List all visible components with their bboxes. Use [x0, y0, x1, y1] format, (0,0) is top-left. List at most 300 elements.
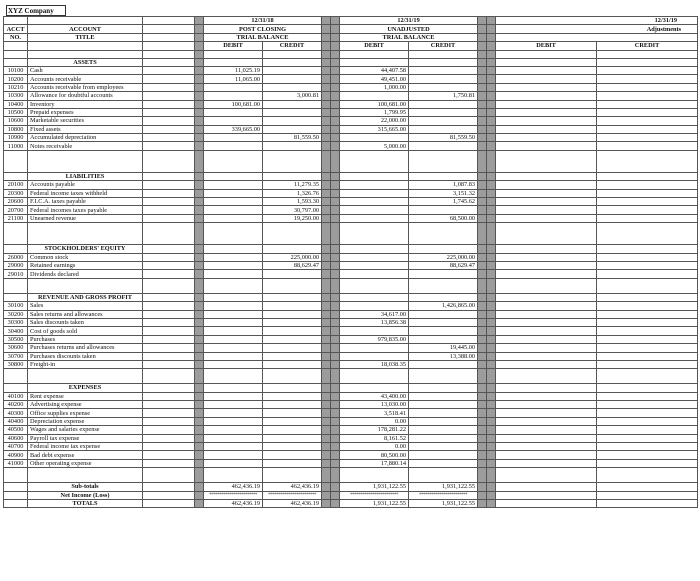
postclosing-debit[interactable]: 11,025.19 [204, 66, 263, 74]
adjustment-credit[interactable] [597, 409, 698, 417]
postclosing-credit[interactable]: 1,593.30 [263, 198, 322, 206]
postclosing-debit[interactable] [204, 189, 263, 197]
unadjusted-debit[interactable] [340, 253, 409, 261]
adjustment-debit[interactable] [496, 125, 597, 133]
unadjusted-credit[interactable] [409, 335, 478, 343]
unadjusted-debit[interactable] [340, 134, 409, 142]
totals-postclosing-debit[interactable]: 462,436.19 [204, 499, 263, 507]
postclosing-credit[interactable] [263, 83, 322, 91]
postclosing-credit[interactable] [263, 344, 322, 352]
adjustment-debit[interactable] [496, 434, 597, 442]
adjustment-credit[interactable] [597, 327, 698, 335]
unadjusted-credit[interactable] [409, 443, 478, 451]
header-row-date [4, 17, 698, 25]
g1-debit[interactable] [204, 245, 263, 253]
unadjusted-debit[interactable] [340, 181, 409, 189]
adjustment-credit[interactable] [597, 66, 698, 74]
column-gap [195, 230, 204, 237]
postclosing-debit[interactable]: 11,065.00 [204, 75, 263, 83]
g2-credit[interactable] [409, 293, 478, 301]
postclosing-debit[interactable] [204, 335, 263, 343]
unadjusted-credit[interactable] [409, 318, 478, 326]
adjustment-credit[interactable] [597, 302, 698, 310]
column-gap [331, 451, 340, 459]
adjustment-debit[interactable] [496, 108, 597, 116]
postclosing-debit[interactable] [204, 214, 263, 222]
adjustment-credit[interactable] [597, 426, 698, 434]
unadjusted-credit[interactable]: 13,388.00 [409, 352, 478, 360]
spacer-cell [496, 286, 597, 294]
adjustment-debit[interactable] [496, 318, 597, 326]
adjustment-debit[interactable] [496, 451, 597, 459]
postclosing-debit[interactable] [204, 310, 263, 318]
adjustment-debit[interactable] [496, 83, 597, 91]
postclosing-credit[interactable]: 30,797.00 [263, 206, 322, 214]
account-number: 10100 [4, 66, 28, 74]
account-row [4, 75, 698, 83]
subtotals-unadjusted-debit[interactable]: 1,931,122.55 [340, 483, 409, 491]
unadjusted-debit[interactable] [340, 198, 409, 206]
column-gap [487, 293, 496, 301]
adj-debit[interactable] [496, 293, 597, 301]
unadjusted-credit[interactable] [409, 270, 478, 278]
adj-debit[interactable] [496, 245, 597, 253]
adjustment-credit[interactable] [597, 117, 698, 125]
net-income-adjustment-credit[interactable] [597, 491, 698, 499]
equity-heading-row [4, 245, 698, 253]
unadjusted-debit[interactable]: 979,835.00 [340, 335, 409, 343]
postclosing-debit[interactable] [204, 443, 263, 451]
unadjusted-debit[interactable] [340, 189, 409, 197]
column-gap [487, 468, 496, 476]
unadjusted-credit[interactable] [409, 206, 478, 214]
unadjusted-credit[interactable]: 88,629.47 [409, 261, 478, 269]
unadjusted-credit[interactable] [409, 434, 478, 442]
subtotals-postclosing-debit[interactable]: 462,436.19 [204, 483, 263, 491]
unadjusted-debit[interactable] [340, 352, 409, 360]
unadjusted-debit[interactable] [340, 302, 409, 310]
column-gap [478, 344, 487, 352]
postclosing-credit[interactable] [263, 434, 322, 442]
unadjusted-credit[interactable]: 81,559.50 [409, 134, 478, 142]
postclosing-debit[interactable] [204, 134, 263, 142]
postclosing-debit[interactable] [204, 117, 263, 125]
aux-cell [143, 310, 195, 318]
adjustment-debit[interactable] [496, 214, 597, 222]
unadjusted-credit[interactable]: 1,087.83 [409, 181, 478, 189]
unadjusted-debit[interactable] [340, 270, 409, 278]
g1-credit[interactable] [263, 58, 322, 66]
aux-cell [143, 58, 195, 66]
g2-debit[interactable] [340, 384, 409, 392]
column-gap [331, 223, 340, 231]
account-row [4, 100, 698, 108]
postclosing-debit[interactable] [204, 392, 263, 400]
adjustment-debit[interactable] [496, 344, 597, 352]
postclosing-credit[interactable] [263, 108, 322, 116]
adjustment-credit[interactable] [597, 134, 698, 142]
postclosing-credit[interactable] [263, 409, 322, 417]
unadjusted-debit[interactable]: 17,880.14 [340, 459, 409, 467]
g1-credit[interactable] [263, 245, 322, 253]
subtotals-adjustment-credit[interactable] [597, 483, 698, 491]
column-gap [322, 369, 331, 377]
postclosing-debit[interactable] [204, 434, 263, 442]
adjustment-debit[interactable] [496, 459, 597, 467]
postclosing-debit[interactable] [204, 409, 263, 417]
postclosing-credit[interactable] [263, 310, 322, 318]
adjustment-debit[interactable] [496, 401, 597, 409]
unadjusted-debit[interactable]: 13,856.38 [340, 318, 409, 326]
adj-debit[interactable] [496, 172, 597, 180]
unadjusted-credit[interactable] [409, 417, 478, 425]
adj-debit[interactable] [496, 58, 597, 66]
adjustment-debit[interactable] [496, 117, 597, 125]
adjustment-debit[interactable] [496, 206, 597, 214]
unadjusted-debit[interactable]: 22,000.00 [340, 117, 409, 125]
adjustment-debit[interactable] [496, 100, 597, 108]
unadjusted-debit[interactable]: 315,665.00 [340, 125, 409, 133]
postclosing-credit[interactable] [263, 426, 322, 434]
adjustment-credit[interactable] [597, 352, 698, 360]
unadjusted-debit[interactable]: 100,681.00 [340, 100, 409, 108]
postclosing-debit[interactable] [204, 318, 263, 326]
unadjusted-debit[interactable] [340, 92, 409, 100]
adjustment-credit[interactable] [597, 459, 698, 467]
postclosing-debit[interactable] [204, 417, 263, 425]
postclosing-debit[interactable] [204, 352, 263, 360]
aux-cell [143, 417, 195, 425]
postclosing-credit[interactable] [263, 360, 322, 368]
unadjusted-credit[interactable] [409, 66, 478, 74]
postclosing-credit[interactable]: 1,326.76 [263, 189, 322, 197]
unadjusted-debit[interactable]: 5,000.00 [340, 142, 409, 150]
spacer-cell [204, 50, 263, 58]
adjustment-credit[interactable] [597, 451, 698, 459]
unadjusted-debit[interactable]: 3,518.41 [340, 409, 409, 417]
adjustment-debit[interactable] [496, 142, 597, 150]
unadjusted-credit[interactable] [409, 142, 478, 150]
adjustment-credit[interactable] [597, 92, 698, 100]
postclosing-credit[interactable]: 3,000.81 [263, 92, 322, 100]
unadjusted-debit[interactable] [340, 261, 409, 269]
postclosing-credit[interactable]: 88,629.47 [263, 261, 322, 269]
postclosing-debit[interactable]: 100,681.00 [204, 100, 263, 108]
column-gap [478, 172, 487, 180]
postclosing-debit[interactable] [204, 270, 263, 278]
postclosing-credit[interactable] [263, 302, 322, 310]
postclosing-credit[interactable] [263, 75, 322, 83]
column-gap [487, 58, 496, 66]
postclosing-credit[interactable] [263, 327, 322, 335]
adjustment-debit[interactable] [496, 198, 597, 206]
adj-credit[interactable] [597, 58, 698, 66]
postclosing-debit[interactable] [204, 253, 263, 261]
postclosing-debit[interactable] [204, 344, 263, 352]
adjustment-credit[interactable] [597, 108, 698, 116]
postclosing-credit[interactable] [263, 270, 322, 278]
g1-credit[interactable] [263, 172, 322, 180]
column-gap [487, 286, 496, 294]
adjustment-credit[interactable] [597, 189, 698, 197]
adjustment-debit[interactable] [496, 392, 597, 400]
postclosing-debit[interactable] [204, 92, 263, 100]
postclosing-credit[interactable] [263, 318, 322, 326]
postclosing-credit[interactable] [263, 142, 322, 150]
g2-debit[interactable] [340, 172, 409, 180]
unadjusted-credit[interactable] [409, 100, 478, 108]
postclosing-credit[interactable]: 225,000.00 [263, 253, 322, 261]
unadjusted-credit[interactable] [409, 125, 478, 133]
postclosing-credit[interactable]: 81,559.50 [263, 134, 322, 142]
adjustment-debit[interactable] [496, 360, 597, 368]
unadjusted-debit[interactable]: 8,161.52 [340, 434, 409, 442]
unadjusted-debit[interactable]: 34,617.00 [340, 310, 409, 318]
postclosing-debit[interactable] [204, 451, 263, 459]
adjustment-debit[interactable] [496, 409, 597, 417]
g2-debit[interactable] [340, 245, 409, 253]
postclosing-credit[interactable] [263, 66, 322, 74]
adjustment-credit[interactable] [597, 181, 698, 189]
g2-credit[interactable] [409, 172, 478, 180]
postclosing-credit[interactable] [263, 100, 322, 108]
acct-cell [4, 245, 28, 253]
postclosing-credit[interactable]: 19,250.00 [263, 214, 322, 222]
adjustment-credit[interactable] [597, 125, 698, 133]
unadjusted-credit[interactable] [409, 392, 478, 400]
adjustment-credit[interactable] [597, 443, 698, 451]
postclosing-debit[interactable] [204, 142, 263, 150]
adjustment-debit[interactable] [496, 327, 597, 335]
unadjusted-debit[interactable]: 178,281.22 [340, 426, 409, 434]
unadjusted-credit[interactable] [409, 451, 478, 459]
adjustment-credit[interactable] [597, 417, 698, 425]
adj-credit[interactable] [597, 172, 698, 180]
adjustment-credit[interactable] [597, 335, 698, 343]
column-gap [478, 117, 487, 125]
postclosing-credit[interactable] [263, 459, 322, 467]
g2-credit[interactable] [409, 58, 478, 66]
net-income-unadjusted-debit[interactable]: ************************ [340, 491, 409, 499]
postclosing-credit[interactable] [263, 117, 322, 125]
postclosing-debit[interactable] [204, 261, 263, 269]
net-income-unadjusted-credit[interactable]: ************************ [409, 491, 478, 499]
adjustment-credit[interactable] [597, 434, 698, 442]
adjustment-debit[interactable] [496, 270, 597, 278]
unadjusted-debit[interactable]: 18,038.35 [340, 360, 409, 368]
unadjusted-credit[interactable]: 1,745.62 [409, 198, 478, 206]
totals-adjustment-debit[interactable] [496, 499, 597, 507]
adjustment-debit[interactable] [496, 302, 597, 310]
subtotals-postclosing-credit[interactable]: 462,436.19 [263, 483, 322, 491]
account-title: Purchases discounts taken [28, 352, 143, 360]
unadjusted-debit[interactable] [340, 214, 409, 222]
unadjusted-debit[interactable]: 0.00 [340, 443, 409, 451]
adjustment-credit[interactable] [597, 214, 698, 222]
postclosing-credit[interactable] [263, 392, 322, 400]
column-gap [478, 75, 487, 83]
postclosing-credit[interactable] [263, 417, 322, 425]
adjustment-debit[interactable] [496, 189, 597, 197]
postclosing-debit[interactable] [204, 198, 263, 206]
postclosing-credit[interactable] [263, 443, 322, 451]
postclosing-debit[interactable] [204, 108, 263, 116]
adjustment-credit[interactable] [597, 360, 698, 368]
column-gap [331, 409, 340, 417]
unadjusted-debit[interactable]: 1,799.95 [340, 108, 409, 116]
column-gap [478, 376, 487, 384]
adjustment-debit[interactable] [496, 75, 597, 83]
postclosing-credit[interactable] [263, 335, 322, 343]
company-name[interactable]: XYZ Company [6, 5, 66, 16]
adj-credit[interactable] [597, 245, 698, 253]
unadjusted-credit[interactable] [409, 426, 478, 434]
adjustment-debit[interactable] [496, 181, 597, 189]
adj-debit[interactable] [496, 384, 597, 392]
unadjusted-credit[interactable]: 1,750.81 [409, 92, 478, 100]
column-gap [331, 286, 340, 294]
spacer-cell [409, 165, 478, 173]
postclosing-debit[interactable] [204, 401, 263, 409]
postclosing-credit[interactable] [263, 125, 322, 133]
unadjusted-credit[interactable]: 3,151.32 [409, 189, 478, 197]
postclosing-debit[interactable] [204, 459, 263, 467]
postclosing-debit[interactable] [204, 206, 263, 214]
unadjusted-debit[interactable]: 0.00 [340, 417, 409, 425]
subtotals-unadjusted-credit[interactable]: 1,931,122.55 [409, 483, 478, 491]
g2-debit[interactable] [340, 293, 409, 301]
unadjusted-credit[interactable] [409, 108, 478, 116]
postclosing-credit[interactable] [263, 352, 322, 360]
postclosing-debit[interactable] [204, 426, 263, 434]
postclosing-debit[interactable] [204, 327, 263, 335]
account-number: 20300 [4, 189, 28, 197]
adjustment-credit[interactable] [597, 198, 698, 206]
group1-date: 12/31/18 [204, 17, 322, 25]
spacer-row [4, 50, 698, 58]
postclosing-credit[interactable] [263, 401, 322, 409]
adjustment-debit[interactable] [496, 417, 597, 425]
unadjusted-credit[interactable] [409, 459, 478, 467]
unadjusted-debit[interactable] [340, 206, 409, 214]
column-gap [195, 50, 204, 58]
postclosing-debit[interactable] [204, 181, 263, 189]
unadjusted-credit[interactable]: 225,000.00 [409, 253, 478, 261]
adjustment-debit[interactable] [496, 310, 597, 318]
adjustment-debit[interactable] [496, 261, 597, 269]
postclosing-debit[interactable] [204, 302, 263, 310]
adjustment-debit[interactable] [496, 352, 597, 360]
adjustment-debit[interactable] [496, 92, 597, 100]
unadjusted-debit[interactable] [340, 327, 409, 335]
unadjusted-credit[interactable] [409, 310, 478, 318]
net-income-postclosing-debit[interactable]: ************************ [204, 491, 263, 499]
adjustment-credit[interactable] [597, 344, 698, 352]
adj-credit[interactable] [597, 384, 698, 392]
adjustment-credit[interactable] [597, 261, 698, 269]
g2-credit[interactable] [409, 384, 478, 392]
totals-unadjusted-debit[interactable]: 1,931,122.55 [340, 499, 409, 507]
adjustment-credit[interactable] [597, 270, 698, 278]
unadjusted-credit[interactable] [409, 327, 478, 335]
unadjusted-credit[interactable] [409, 83, 478, 91]
adjustment-credit[interactable] [597, 318, 698, 326]
g1-debit[interactable] [204, 172, 263, 180]
adjustment-debit[interactable] [496, 443, 597, 451]
unadjusted-debit[interactable]: 44,407.58 [340, 66, 409, 74]
unadjusted-credit[interactable] [409, 360, 478, 368]
adjustment-debit[interactable] [496, 66, 597, 74]
g1-credit[interactable] [263, 384, 322, 392]
adjustment-credit[interactable] [597, 142, 698, 150]
column-gap [322, 293, 331, 301]
adjustment-debit[interactable] [496, 426, 597, 434]
unadjusted-debit[interactable]: 49,451.00 [340, 75, 409, 83]
adjustment-debit[interactable] [496, 335, 597, 343]
adjustment-credit[interactable] [597, 392, 698, 400]
net-income-postclosing-credit[interactable]: ************************ [263, 491, 322, 499]
column-gap [195, 189, 204, 197]
postclosing-credit[interactable] [263, 451, 322, 459]
adjustment-credit[interactable] [597, 253, 698, 261]
adjustment-credit[interactable] [597, 83, 698, 91]
unadjusted-debit[interactable] [340, 344, 409, 352]
unadjusted-debit[interactable]: 80,500.00 [340, 451, 409, 459]
adjustment-debit[interactable] [496, 134, 597, 142]
g1-debit[interactable] [204, 293, 263, 301]
g2-credit[interactable] [409, 245, 478, 253]
totals-postclosing-credit[interactable]: 462,436.19 [263, 499, 322, 507]
unadjusted-debit[interactable]: 43,400.00 [340, 392, 409, 400]
totals-unadjusted-credit[interactable]: 1,931,122.55 [409, 499, 478, 507]
adjustment-credit[interactable] [597, 206, 698, 214]
column-gap [322, 392, 331, 400]
adjustment-credit[interactable] [597, 401, 698, 409]
unadjusted-credit[interactable] [409, 409, 478, 417]
unadjusted-credit[interactable]: 1,426,865.00 [409, 302, 478, 310]
account-number: 40400 [4, 417, 28, 425]
unadjusted-credit[interactable]: 19,445.00 [409, 344, 478, 352]
column-gap [478, 491, 487, 499]
adj-credit[interactable] [597, 293, 698, 301]
adjustment-debit[interactable] [496, 253, 597, 261]
unadjusted-credit[interactable]: 68,500.00 [409, 214, 478, 222]
unadjusted-credit[interactable] [409, 401, 478, 409]
adjustment-credit[interactable] [597, 100, 698, 108]
g1-debit[interactable] [204, 58, 263, 66]
g1-credit[interactable] [263, 293, 322, 301]
account-title: Office supplies expense [28, 409, 143, 417]
postclosing-credit[interactable]: 11,279.35 [263, 181, 322, 189]
subtotals-adjustment-debit[interactable] [496, 483, 597, 491]
unadjusted-credit[interactable] [409, 75, 478, 83]
title-header-2: TITLE [28, 33, 143, 41]
g1-debit[interactable] [204, 384, 263, 392]
postclosing-debit[interactable] [204, 360, 263, 368]
adjustment-credit[interactable] [597, 75, 698, 83]
postclosing-debit[interactable] [204, 83, 263, 91]
g2-debit[interactable] [340, 58, 409, 66]
net-income-adjustment-debit[interactable] [496, 491, 597, 499]
adjustment-credit[interactable] [597, 310, 698, 318]
column-gap [331, 134, 340, 142]
unadjusted-debit[interactable]: 1,000.00 [340, 83, 409, 91]
totals-adjustment-credit[interactable] [597, 499, 698, 507]
column-gap [487, 491, 496, 499]
postclosing-debit[interactable]: 339,665.00 [204, 125, 263, 133]
unadjusted-credit[interactable] [409, 117, 478, 125]
unadjusted-debit[interactable]: 13,030.00 [340, 401, 409, 409]
